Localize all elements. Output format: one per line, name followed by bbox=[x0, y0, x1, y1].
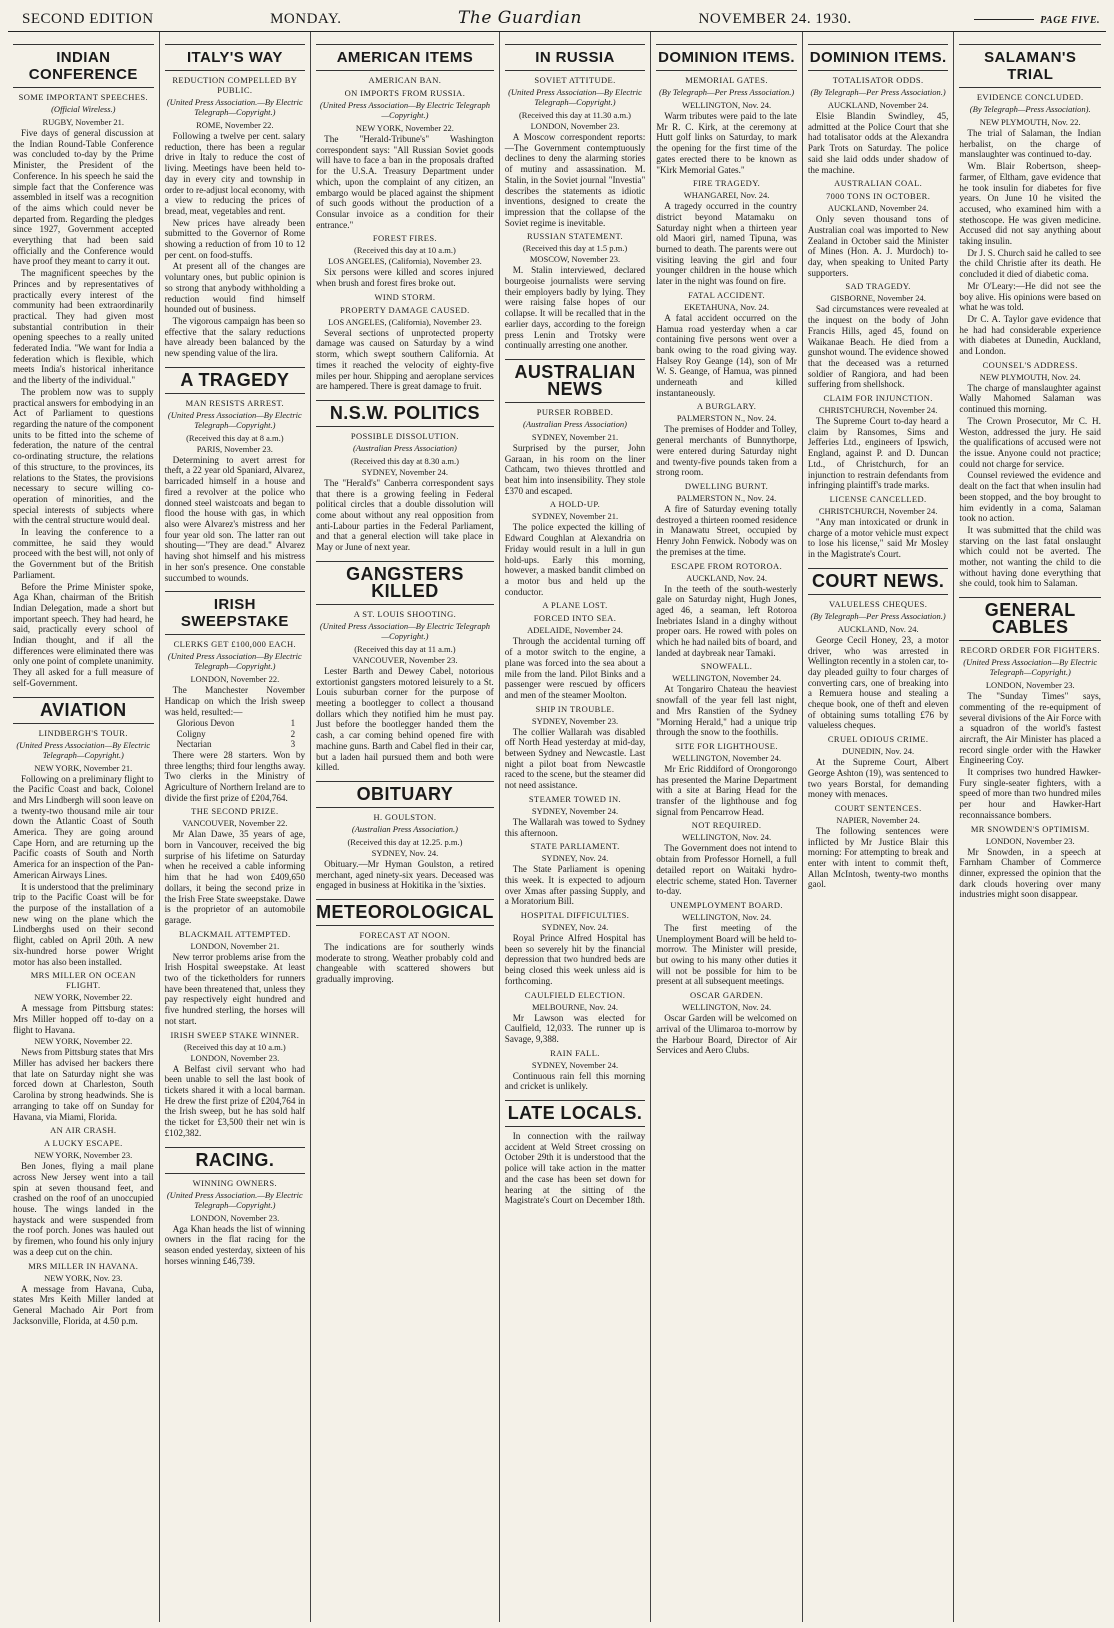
paragraph: It comprises two hundred Hawker-Fury single-seater fighters, with a speed of more than two hundred miles per hour and Hawker-Hart reconnaissance bombers. bbox=[959, 767, 1101, 820]
dateline: RUGBY, November 21. bbox=[42, 117, 125, 127]
subhead: UNEMPLOYMENT BOARD. bbox=[670, 899, 783, 910]
headline-obituary: OBITUARY bbox=[316, 781, 494, 808]
paragraph: The State Parliament is opening this week. It is expected to adjourn over Xmas after passing Supply, and a Moratorium Bill. bbox=[504, 864, 646, 907]
dateline: WELLINGTON, Nov. 24. bbox=[681, 832, 772, 843]
dateline: NEW YORK, Nov. 23. bbox=[44, 1272, 123, 1283]
paragraph: Warm tributes were paid to the late Mr R. C. Kirk, at the ceremony at Hutt golf links on Saturday, to mark the opening for the first time of the gates erected there to be known as "Kirk Memorial Gates." bbox=[656, 111, 797, 175]
paragraph: The first meeting of the Unemployment Board will be held to-morrow. The Minister will preside, but owing to his many other duties it will not be possible for him to be present at all subsequent meetings. bbox=[656, 922, 797, 987]
dateline: SYDNEY, Nov. 24. bbox=[371, 847, 439, 858]
paragraph: At the Supreme Court, Albert George Ashton (19), was sentenced to two years Borstal, for demanding money with menaces. bbox=[807, 757, 949, 800]
headline-dominion-items: DOMINION ITEMS. bbox=[656, 44, 797, 71]
dateline: (Received this day at 8 a.m.) bbox=[186, 432, 284, 443]
credit-line: (United Press Association—By Electric Telegraph—Copyright.) bbox=[16, 739, 151, 760]
credit-line: (United Press Association.—By Electric Telegraph—Copyright.) bbox=[166, 97, 303, 117]
column-5 bbox=[651, 32, 803, 1622]
paragraph: Only seven thousand tons of Australian coal was imported to New Zealand in October said the Minister of Mines (Hon. A. J. Murdoch) to-day, when speaking to United Party supporters. bbox=[807, 214, 949, 278]
subhead: DWELLING BURNT. bbox=[684, 480, 769, 491]
headline-aviation: AVIATION bbox=[13, 697, 154, 724]
paragraph: Mr Lawson was elected for Caulfield, 12,033. The runner up is Savage, 9,388. bbox=[504, 1012, 646, 1044]
dateline: LONDON, November 23. bbox=[985, 835, 1075, 846]
dateline: AUCKLAND, November 24. bbox=[827, 100, 929, 110]
subhead: SITE FOR LIGHTHOUSE. bbox=[675, 740, 778, 751]
paragraph: A fire of Saturday evening totally destroyed a thirteen roomed residence in Manawatu Street, occupied by Henry John Fenwick. Nobody was on the premises at the time. bbox=[656, 503, 797, 557]
subhead: EVIDENCE CONCLUDED. bbox=[976, 92, 1084, 102]
paragraph: Royal Prince Alfred Hospital has been so severely hit by the financial depression that two hundred beds are being closed this week unless aid is forthcoming. bbox=[504, 933, 646, 986]
column-3 bbox=[311, 32, 500, 1622]
dateline: NEW PLYMOUTH, Nov. 24. bbox=[979, 371, 1081, 382]
dateline: NEW YORK, November 21. bbox=[34, 762, 133, 773]
subhead: AUSTRALIAN COAL. bbox=[834, 178, 923, 189]
paragraph: It is understood that the preliminary trip to the Pacific Coast will be for the purpose of the installation of a new wing on the plane which the Lindberghs used on their second flight, cabled on April 20th. A new six-hundred horse power Wright motor has also been installed. bbox=[13, 881, 154, 967]
race-result-row bbox=[165, 729, 306, 740]
headline-dominion-items: DOMINION ITEMS. bbox=[808, 44, 949, 71]
paragraph: Through the accidental turning off of a motor switch to the engine, a plane was forced into the sea about a mile from the land. Pilot Binks and a passenger were rescued by officers and men of the steamer Moolton. bbox=[504, 636, 646, 700]
subhead: A ST. LOUIS SHOOTING. bbox=[353, 608, 457, 619]
paragraph: George Cecil Honey, 23, a motor driver, who was arrested in Wellington recently in a stolen car, to-day pleaded guilty to four charges of converting cars, one of breaking into a Remuera house and stealing a cheque book, one of theft and eleven of obtaining sums totalling £76 by valueless cheques. bbox=[807, 634, 949, 731]
paragraph: The magnificent speeches by the Princes and by representatives of practically every interest of the community had been extraordinarily practical. They had given most substantial contribution in their opening speeches to a really united federated India. "We want for India a federation which is flexible, which meets India's historical inheritance and the liberty of the individual." bbox=[13, 268, 154, 386]
subhead: OSCAR GARDEN. bbox=[689, 990, 764, 1001]
subhead: ESCAPE FROM ROTOROA. bbox=[671, 560, 783, 571]
dateline: LONDON, November 23. bbox=[190, 1212, 280, 1223]
column-7 bbox=[954, 32, 1106, 1622]
dateline: LONDON, November 21. bbox=[190, 940, 280, 951]
dateline: (Received this day at 10 a.m.) bbox=[354, 245, 456, 256]
dateline: PALMERSTON N., Nov. 24. bbox=[676, 492, 777, 503]
credit-line: (United Press Association—By Electric Telegraph—Copyright.) bbox=[167, 409, 302, 430]
subhead: WIND STORM. bbox=[374, 291, 436, 302]
paragraph: Oscar Garden will be welcomed on arrival of the Ulimaroa to-morrow by the Harbour Board, Director of Air Services and Aero Clubs. bbox=[656, 1013, 797, 1056]
headline-court-news: COURT NEWS. bbox=[808, 568, 949, 595]
dateline: SYDNEY, November 21. bbox=[531, 431, 619, 442]
subhead: SNOWFALL. bbox=[700, 661, 753, 672]
subhead: MAN RESISTS ARREST. bbox=[185, 397, 285, 408]
credit-line: (By Telegraph—Per Press Association.) bbox=[658, 87, 795, 97]
dateline: SYDNEY, Nov. 24. bbox=[541, 922, 609, 933]
paper-title: The Guardian bbox=[458, 8, 582, 28]
dateline: SYDNEY, Nov. 24. bbox=[541, 853, 609, 864]
subhead: H. GOULSTON. bbox=[373, 811, 437, 822]
subhead: AN AIR CRASH. bbox=[50, 1125, 117, 1136]
dateline: EKETAHUNA, Nov. 24. bbox=[684, 301, 770, 312]
dateline: LONDON, November 23. bbox=[190, 1052, 280, 1063]
paragraph: It was submitted that the child was starving on the last fatal onslaught which could not be averted. The mother, not wanting the child to die without having done everything that she could, took him to Salaman. bbox=[959, 524, 1101, 589]
paragraph: A tragedy occurred in the country district beyond Matamaku on Saturday night when a thirteen year old Maori girl, named Tipuna, was burned to death. The parents were out visiting leaving the girl and four younger children in the house which later in the night was found on fire. bbox=[656, 201, 797, 287]
paragraph: M. Stalin interviewed, declared bourgeoise journalists were serving their employers badly by lying. They were raising false hopes of our collapse. It will be recalled that in the earlier days, according to the foreign press Lenin and Trotsky were continually arresting one another. bbox=[504, 265, 646, 351]
dateline: LONDON, November 23. bbox=[530, 121, 620, 131]
subhead: BLACKMAIL ATTEMPTED. bbox=[179, 928, 291, 939]
paragraph: Mr Eric Riddiford of Orongorongo has presented the Marine Department with a site at Baring Head for the transfer of the lighthouse and fog signal from Pencarrow Head. bbox=[656, 763, 797, 817]
paragraph: Aga Khan heads the list of winning owners in the flat racing for the season ended yesterday, sixteen of his horses winning £46,739. bbox=[164, 1223, 306, 1266]
paragraph: News from Pittsburg states that Mrs Miller has advised her backers there that late on Saturday night she was forced down at Charleston, South Carolina by strong headwinds. She is arranging to take off on Sunday for Havana, via Miami, Florida. bbox=[13, 1047, 154, 1122]
subhead: COUNSEL'S ADDRESS. bbox=[982, 359, 1078, 370]
paragraph: The charge of manslaughter against Wally Mahomed Salaman was continued this morning. bbox=[959, 382, 1101, 415]
subhead: CLERKS GET £100,000 EACH. bbox=[173, 639, 297, 650]
dateline: PALMERSTON N., Nov. 24. bbox=[676, 413, 777, 424]
paragraph: The Manchester November Handicap on which the Irish sweep was held, resulted:— bbox=[164, 685, 306, 717]
credit-line: (Australian Press Association) bbox=[352, 442, 457, 453]
page-number: PAGE FIVE. bbox=[1040, 15, 1100, 26]
subhead: SHIP IN TROUBLE. bbox=[535, 703, 615, 714]
headline-american-items: AMERICAN ITEMS bbox=[316, 44, 494, 71]
masthead-rule bbox=[974, 19, 1034, 20]
paragraph: Five days of general discussion at the Indian Round-Table Conference was concluded to-day by the Prime Minister, the President of the Conference. In his speech he said the simple fact that the Conference was assembled in itself was a recognition of the aims which could never be departed from. Regarding the pledges since 1927, Government accepted everything that had been said officially and the Conference would have proof they meant to carry it out. bbox=[13, 128, 154, 267]
subhead: SOVIET ATTITUDE. bbox=[534, 75, 616, 85]
dateline: CHRISTCHURCH, November 24. bbox=[818, 405, 938, 416]
subhead: 7000 TONS IN OCTOBER. bbox=[826, 191, 931, 202]
paragraph: At present all of the changes are voluntary ones, but public opinion is so strong that anybody withholding a reduction would find himself hounded out of business. bbox=[164, 261, 306, 315]
subhead: MEMORIAL GATES. bbox=[685, 75, 768, 85]
subhead: NOT REQUIRED. bbox=[691, 820, 762, 831]
masthead bbox=[8, 8, 1106, 32]
headline-in-russia: IN RUSSIA bbox=[505, 44, 646, 71]
subhead: POSSIBLE DISSOLUTION. bbox=[350, 430, 459, 441]
paragraph: Following on a preliminary flight to the Pacific Coast and back, Colonel and Mrs Lindbergh will soon leave on a twenty-two thousand mile air tour down the Atlantic Coast of South America. They are going around Cape Horn, and are returning up the Pacific coasts of South and North America for an inspection of the Pan-American Airways Lines. bbox=[13, 773, 154, 880]
dateline: (Received this day at 8.30 a.m.) bbox=[350, 455, 459, 466]
column-4 bbox=[500, 32, 652, 1622]
paragraph: Continuous rain fell this morning and cricket is unlikely. bbox=[504, 1070, 646, 1092]
paragraph: A message from Havana, Cuba, states Mrs Keith Miller landed at General Machado Air Port from Jacksonville, Florida, at 4.50 p.m. bbox=[13, 1283, 154, 1326]
subhead: MRS MILLER ON OCEAN FLIGHT. bbox=[30, 970, 136, 991]
dateline: NAPIER, November 24. bbox=[836, 814, 920, 825]
dateline: WELLINGTON, November 24. bbox=[672, 673, 782, 684]
subhead: FATAL ACCIDENT. bbox=[688, 289, 766, 300]
subhead: VALUELESS CHEQUES. bbox=[829, 598, 928, 609]
paragraph: Lester Barth and Dewey Cabel, notorious extortionist gangsters motored leisurely to a St. Louis suburban corner for the purpose of meeting a bootlegger to collect a thousand dollars which they notified him he must pay. Just before the bootlegger handed them the cash, a car coming behind opened fire with machine guns. Barth and Cabel fled in their car, but a laden hail pursued them and both were killed. bbox=[316, 665, 494, 773]
credit-line: (United Press Association—By Electric Telegraph—Copyright.) bbox=[319, 620, 490, 641]
credit-line: (By Telegraph—Press Association). bbox=[969, 104, 1091, 114]
subhead: MR SNOWDEN'S OPTIMISM. bbox=[970, 823, 1090, 834]
credit-line: (United Press Association—By Electric Telegraph—Copyright.) bbox=[508, 87, 642, 107]
headline-meteorological: METEOROLOGICAL bbox=[316, 899, 494, 926]
dateline: SYDNEY, November 21. bbox=[531, 511, 619, 522]
dateline: NEW YORK, November 22. bbox=[34, 1036, 133, 1047]
paragraph: The "Sunday Times" says, commenting of the re-equipment of several divisions of the Air Force with a squadron of the world's fastest aircraft, the Air Minister has placed a record single order with the Hawker Engineering Coy. bbox=[959, 691, 1101, 766]
credit-line: (United Press Association.—By Electric Telegraph—Copyright.) bbox=[166, 1189, 303, 1210]
subhead: CLAIM FOR INJUNCTION. bbox=[823, 393, 933, 404]
dateline: (Received this day at 11.30 a.m.) bbox=[518, 110, 632, 120]
credit-line: (United Press Association—By Electric Telegraph—Copyright.) bbox=[319, 100, 490, 120]
dateline: VANCOUVER, November 22. bbox=[182, 818, 288, 829]
credit-line: (Australian Press Association.) bbox=[351, 823, 458, 834]
paragraph: Six persons were killed and scores injured when brush and forest fires broke out. bbox=[316, 267, 494, 289]
headline-nsw-politics: N.S.W. POLITICS bbox=[316, 400, 494, 427]
subhead: MRS MILLER IN HAVANA. bbox=[28, 1260, 139, 1271]
dateline: CHRISTCHURCH, November 24. bbox=[818, 505, 938, 516]
paragraph: Mr Alan Dawe, 35 years of age, born in Vancouver, received the big surprise of his lifetime on Saturday when he received a cable informing him that he had won £409,650 dollars, it being the second prize in the Irish Free State sweepstake. Dawe is the proprietor of an automobile garage. bbox=[164, 829, 306, 925]
paragraph: Wm. Blair Robertson, sheep-farmer, of Eltham, gave evidence that he took insulin for diabetes for five years. On June 10 he visited the accused, who examined him with a stethoscope. He was given medicine. Accused did not say anything about taking insulin. bbox=[959, 161, 1101, 247]
dateline: LOS ANGELES, (California), November 23. bbox=[328, 256, 482, 267]
dateline: MELBOURNE, Nov. 24. bbox=[531, 1001, 619, 1012]
subhead: SOME IMPORTANT SPEECHES. bbox=[18, 92, 148, 102]
dateline: NEW YORK, November 22. bbox=[355, 123, 454, 133]
subhead: CRUEL ODIOUS CRIME. bbox=[827, 734, 929, 745]
paragraph: Mr Snowden, in a speech at Farnham Chamber of Commerce dinner, expressed the opinion that the dark clouds hovering over many industries might soon disappear. bbox=[959, 846, 1101, 900]
dateline: (Received this day at 11 a.m.) bbox=[354, 643, 456, 654]
paragraph: A Belfast civil servant who had been unable to sell the last book of tickets shared it with a local barman. He drew the first prize of £204,764 in the Irish sweep, but he has sold half the ticket for £3,500 their net win is £102,382. bbox=[164, 1063, 306, 1138]
subhead: HOSPITAL DIFFICULTIES. bbox=[520, 910, 630, 921]
paragraph: Obituary.—Mr Hyman Goulston, a retired merchant, aged ninety-six years. Deceased was engaged in business at Hokitika in the 'sixties. bbox=[316, 858, 494, 891]
subhead: IRISH SWEEP STAKE WINNER. bbox=[170, 1029, 300, 1040]
dateline: VANCOUVER, November 23. bbox=[352, 654, 458, 665]
headline-irish-sweepstake: IRISH SWEEPSTAKE bbox=[165, 591, 306, 635]
subhead: RECORD ORDER FOR FIGHTERS. bbox=[960, 645, 1100, 656]
paragraph: The Crown Prosecutor, Mr C. H. Weston, addressed the jury. He said the qualifications of accused were not the issue. Anyone could not practice; could not charge for service. bbox=[959, 415, 1101, 469]
subhead: A PLANE LOST. bbox=[542, 600, 608, 611]
dateline: AUCKLAND, November 24. bbox=[827, 203, 929, 214]
paragraph: New terror problems arise from the Irish Hospital sweepstake. At least two of the ticketholders for runners have been threatened that, unless they pay respectively eight hundred and five hundred sterling, the horses will not start. bbox=[164, 951, 306, 1026]
paragraph: Mr O'Leary:—He did not see the boy alive. His opinions were based on what he was told. bbox=[959, 280, 1101, 313]
dateline: LONDON, November 22. bbox=[190, 674, 280, 685]
subhead: AMERICAN BAN. bbox=[368, 75, 442, 85]
subhead: A HOLD-UP. bbox=[549, 499, 601, 510]
paragraph: A Moscow correspondent reports:—The Government contemptuously declines to deny the alarming stories of mutiny and assassination. M. Stalin, in the Soviet journal "Investia" describes the statements as idiotic inventions, designed to create the impression that the collapse of the Soviet regime is inevitable. bbox=[504, 132, 646, 228]
subhead: TOTALISATOR ODDS. bbox=[832, 75, 924, 85]
dateline: AUCKLAND, Nov. 24. bbox=[837, 623, 919, 634]
dateline: WELLINGTON, Nov. 24. bbox=[681, 911, 772, 922]
paragraph: The following sentences were inflicted by Mr Justice Blair this morning: For attempting to break and enter with intent to commit theft, Allan McIntosh, twenty-two months gaol. bbox=[807, 825, 949, 890]
paragraph: The problem now was to supply practical answers for embodying in an Act of Parliament to questions regarding the nature of the component units to be fitted into the scheme of federation, the nature of the central co-ordinating structure, the relations of this structure, to the provinces, its relations to the States, the provisions necessary to secure willing co-operation of minorities, and the special interests of subjects where with the central structure would deal. bbox=[13, 386, 154, 526]
dateline: GISBORNE, November 24. bbox=[830, 293, 926, 304]
headline-a-tragedy: A TRAGEDY bbox=[165, 367, 306, 394]
subhead: ON IMPORTS FROM RUSSIA. bbox=[344, 88, 466, 98]
dateline: NEW YORK, November 23. bbox=[34, 1150, 133, 1161]
subhead: LINDBERGH'S TOUR. bbox=[38, 727, 128, 738]
dateline: WELLINGTON, Nov. 24. bbox=[681, 100, 772, 110]
dateline: NEW PLYMOUTH, Nov. 22. bbox=[979, 117, 1081, 127]
headline-australian-news: AUSTRALIAN NEWS bbox=[505, 359, 646, 403]
placing: 3 bbox=[290, 739, 296, 750]
credit-line: (By Telegraph—Per Press Association.) bbox=[810, 610, 946, 621]
date-label: NOVEMBER 24. 1930. bbox=[698, 11, 852, 27]
paragraph: The trial of Salaman, the Indian herbalist, on the charge of manslaughter was continued to-day. bbox=[959, 128, 1101, 160]
headline-italys-way: ITALY'S WAY bbox=[165, 44, 306, 71]
subhead: SAD TRAGEDY. bbox=[845, 281, 911, 292]
subhead: STATE PARLIAMENT. bbox=[530, 841, 620, 852]
day-label: MONDAY. bbox=[270, 11, 342, 27]
subhead: FORECAST AT NOON. bbox=[359, 930, 451, 941]
race-result-row bbox=[165, 739, 306, 750]
paragraph: Dr C. A. Taylor gave evidence that he had had considerable experience with diabetes at Dunedin, Auckland, and London. bbox=[959, 313, 1101, 357]
paragraph: The "Herald-Tribune's" Washington correspondent says: "All Russian Soviet goods will have to face a ban in the proposals drafted for the U.S.A. Treasury Department under which, upon the complaint of any citizen, an embargo would be placed against the shipment of such goods without the production of a Consular invoice as a condition for their entrance." bbox=[316, 134, 494, 230]
paragraph: The vigorous campaign has been so effective that the salary reductions have already been balanced by the new spending value of the lira. bbox=[164, 315, 306, 359]
dateline: ROME, November 22. bbox=[196, 120, 274, 130]
column-2 bbox=[160, 32, 312, 1622]
credit-line: (Official Wireless.) bbox=[51, 104, 116, 114]
dateline: WELLINGTON, Nov. 24. bbox=[681, 1002, 772, 1013]
paragraph: In the teeth of the south-westerly gale on Saturday night, Hugh Jones, aged 46, a seaman, left Rotoroa Inebriates Island in a dinghy without proper oars. He rowed with poles on which he had nailed bits of board, and landed at daybreak near Tamaki. bbox=[656, 583, 797, 658]
edition-label: SECOND EDITION bbox=[22, 11, 154, 27]
paragraph: Surprised by the purser, John Garaan, in his room on the liner Cathcam, two thieves throttled and beat him into insensibility. They stole £370 and escaped. bbox=[504, 442, 646, 496]
subhead: FORCED INTO SEA. bbox=[533, 613, 617, 624]
subhead: COURT SENTENCES. bbox=[834, 802, 922, 813]
subhead: PURSER ROBBED. bbox=[536, 406, 614, 417]
dateline: SYDNEY, November 23. bbox=[531, 715, 619, 726]
headline-general-cables: GENERAL CABLES bbox=[959, 597, 1101, 641]
paragraph: The Wallarah was towed to Sydney this afternoon. bbox=[504, 816, 646, 838]
subhead: RAIN FALL. bbox=[550, 1047, 600, 1058]
subhead: A LUCKY ESCAPE. bbox=[43, 1138, 123, 1149]
paragraph: Sad circumstances were revealed at the inquest on the body of John Francis Hills, aged 45, found on Waikanae Beach. He died from a gunshot wound. The evidence showed that the deceased was a returned soldier of Rangiora, and had been suffering from shellshock. bbox=[807, 304, 949, 390]
dateline: LONDON, November 23. bbox=[985, 680, 1075, 691]
columns bbox=[8, 32, 1106, 1622]
paragraph: There were 28 starters. Won by three lengths; third four lengths away. Two clerks in the Ministry of Agriculture of Northern Ireland are to divide the first prize of £204,764. bbox=[164, 749, 306, 803]
subhead: WINNING OWNERS. bbox=[192, 1177, 278, 1188]
paragraph: Dr J. S. Church said he called to see the child Christie after its death. He concluded it died of diabetic coma. bbox=[959, 247, 1101, 280]
dateline: (Received this day at 12.25. p.m.) bbox=[347, 836, 463, 847]
subhead: FIRE TRAGEDY. bbox=[692, 178, 761, 189]
subhead: REDUCTION COMPELLED BY PUBLIC. bbox=[172, 75, 298, 95]
subhead: THE SECOND PRIZE. bbox=[191, 806, 279, 817]
paragraph: The "Herald's" Canberra correspondent says that there is a growing feeling in Federal political circles that a double dissolution will come about without any real opposition from anti-Labour parties in the Federal Parliament, and that a general election will take place in May or June of next year. bbox=[316, 477, 494, 553]
paragraph: New prices have already been submitted to the Governor of Rome showing a reduction of from 10 to 12 per cent. on food-stuffs. bbox=[164, 217, 306, 260]
paragraph: Following a twelve per cent. salary reduction, there has been a regular drive in Italy to reduce the cost of living. Meetings have been held to-day in every city and township in order to re-adjust local economy, with a view to reducing the prices of bread, meat, vegetables and rent. bbox=[164, 131, 306, 216]
dateline: ADELAIDE, November 24. bbox=[527, 625, 623, 636]
race-result-row bbox=[165, 718, 306, 729]
dateline: WHANGAREI, Nov. 24. bbox=[683, 190, 770, 201]
paragraph: "Any man intoxicated or drunk in charge of a motor vehicle must expect to lose his license," said Mr Mosley in the Magistrate's Court. bbox=[807, 516, 949, 560]
paragraph: Several sections of unprotected property damage was caused on Saturday by a wind storm, which swept southern California. At times it reached the velocity of eighty-five miles per hour. Shipping and aeroplane services are hampered. There is great damage to fruit. bbox=[316, 327, 494, 392]
dateline: SYDNEY, November 24. bbox=[531, 805, 619, 816]
paragraph: Before the Prime Minister spoke, Aga Khan, chairman of the British Indian Delegation, made a short but important speech. They had heard, he said, practically every school of Indian thought, and if all the differences were eliminated there was only one point of complete unanimity. They all asked for a full measure of self-Government. bbox=[13, 581, 154, 688]
horse-name: Coligny bbox=[176, 728, 206, 739]
dateline: NEW YORK, November 22. bbox=[34, 992, 133, 1003]
paragraph: Ben Jones, flying a mail plane across New Jersey went into a tail spin at seven thousand feet, and crashed on the roof of an unoccupied house. The wings landed in the haystack and were suspended from the roof porch. Jones was hauled out by firemen, who found his only injury was a deep cut on the chin. bbox=[13, 1161, 154, 1257]
column-1 bbox=[8, 32, 160, 1622]
headline-gangsters-killed: GANGSTERS KILLED bbox=[316, 561, 494, 605]
dateline: PARIS, November 23. bbox=[196, 443, 273, 454]
paragraph: In leaving the conference to a committee, he said they would proceed with the best will, not only of the Government but of the British Parliament. bbox=[13, 527, 154, 580]
dateline: AUCKLAND, Nov. 24. bbox=[686, 572, 768, 583]
dateline: MOSCOW, November 23. bbox=[529, 254, 621, 265]
dateline: DUNEDIN, Nov. 24. bbox=[842, 746, 915, 757]
paragraph: Counsel reviewed the evidence and dealt on the fact that when insulin had been stopped, and the boy brought to him evidently in a coma, Salaman took no action. bbox=[959, 470, 1101, 524]
placing: 2 bbox=[290, 728, 296, 739]
paragraph: The collier Wallarah was disabled off North Head yesterday at mid-day, between Sydney and Newcastle. Last night a pilot boat from Newcastle raced to the scene, but the steamer did not need assistance. bbox=[504, 726, 646, 791]
dateline: WELLINGTON, November 24. bbox=[672, 752, 782, 763]
subhead: RUSSIAN STATEMENT. bbox=[526, 231, 624, 242]
paragraph: A fatal accident occurred on the Hamua road yesterday when a car containing five persons went over a bank owing to the road giving way. Halsey Roy Geange (14), son of Mr W. S. Geange, of Hamua, was pinned underneath and killed instantaneously. bbox=[656, 312, 797, 398]
paragraph: The premises of Hodder and Tolley, general merchants of Bunnythorpe, were entered during Saturday night and twenty-five pounds taken from a strong room. bbox=[656, 424, 797, 478]
paragraph: In connection with the railway accident at Weld Street crossing on October 29th it is understood that the police will take action in the matter and the case has been set down for hearing at the sitting of the Magistrate's Court on December 18th. bbox=[504, 1131, 646, 1206]
column-6 bbox=[803, 32, 955, 1622]
dateline: (Received this day at 10 a.m.) bbox=[183, 1041, 286, 1052]
paragraph: The Government does not intend to obtain from Professor Hornell, a full detailed report on Waitaki hydro-electric scheme, stated Hon. Taverner to-day. bbox=[656, 843, 797, 897]
credit-line: (United Press Association—By Electric Telegraph—Copyright.) bbox=[963, 657, 1098, 678]
dateline: (Received this day at 1.5 p.m.) bbox=[522, 243, 628, 254]
subhead: STEAMER TOWED IN. bbox=[528, 793, 622, 804]
placing: 1 bbox=[290, 718, 296, 729]
credit-line: (By Telegraph—Per Press Association.) bbox=[810, 87, 946, 97]
paragraph: The police expected the killing of Edward Coughlan at Alexandria on Friday would result in a lull in gun hold-ups. Early this morning, however, a masked bandit climbed on a motor bus and held up the conductor. bbox=[504, 522, 646, 597]
paragraph: Determining to avert arrest for theft, a 22 year old Spaniard, Alvarez, barricaded himself in a house and fired a revolver at the police who donned steel waistcoats and began to flood the house with gas, in which also were Alvarez's mistress and her four year old son. The latter ran out shouting—"They are dead." Alvarez having shot himself and his mistress in her son's presence. One constable succumbed to wounds. bbox=[164, 454, 306, 583]
horse-name: Nectarian bbox=[176, 739, 212, 750]
headline-salamans-trial: SALAMAN'S TRIAL bbox=[959, 44, 1101, 88]
headline-racing: RACING. bbox=[165, 1147, 306, 1174]
dateline: SYDNEY, November 24. bbox=[361, 466, 449, 477]
subhead: FOREST FIRES. bbox=[372, 233, 437, 244]
headline-late-locals: LATE LOCALS. bbox=[505, 1100, 646, 1127]
subhead: A BURGLARY. bbox=[696, 401, 757, 412]
subhead: PROPERTY DAMAGE CAUSED. bbox=[340, 304, 470, 315]
paragraph: A message from Pittsburg states: Mrs Miller hopped off to-day on a flight to Havana. bbox=[13, 1003, 154, 1035]
paragraph: At Tongariro Chateau the heaviest snowfall of the year fell last night, and Mrs Ranstien of the Sydney "Morning Herald," had a unique trip through the snow to the foothills. bbox=[656, 684, 797, 738]
subhead: CAULFIELD ELECTION. bbox=[524, 989, 626, 1000]
dateline: LOS ANGELES, (California), November 23. bbox=[328, 316, 482, 327]
headline-indian-conference: INDIAN CONFERENCE bbox=[13, 44, 154, 88]
paragraph: The indications are for southerly winds moderate to strong. Weather probably cold and changeable with scattered showers but gradually improving. bbox=[316, 942, 494, 985]
horse-name: Glorious Devon bbox=[176, 718, 235, 729]
dateline: SYDNEY, November 24. bbox=[531, 1059, 619, 1070]
credit-line: (United Press Association—By Electric Telegraph—Copyright.) bbox=[167, 651, 302, 672]
paragraph: The Supreme Court to-day heard a claim by Ransomes, Sims and Jefferies Ltd., engineers of Ipswich, England, against P. and D. Duncan Ltd., of Christchurch, for an injunction to restrain defendants from infringing plaintiff's trade marks. bbox=[807, 416, 949, 491]
subhead: LICENSE CANCELLED. bbox=[829, 493, 927, 504]
paragraph: Elsie Blandin Swindley, 45, admitted at the Police Court that she had totalisator odds at the Alexandra Park Trots on Saturday. The police said she laid odds under shadow of the machine. bbox=[807, 111, 949, 175]
credit-line: (Australian Press Association) bbox=[523, 418, 627, 429]
